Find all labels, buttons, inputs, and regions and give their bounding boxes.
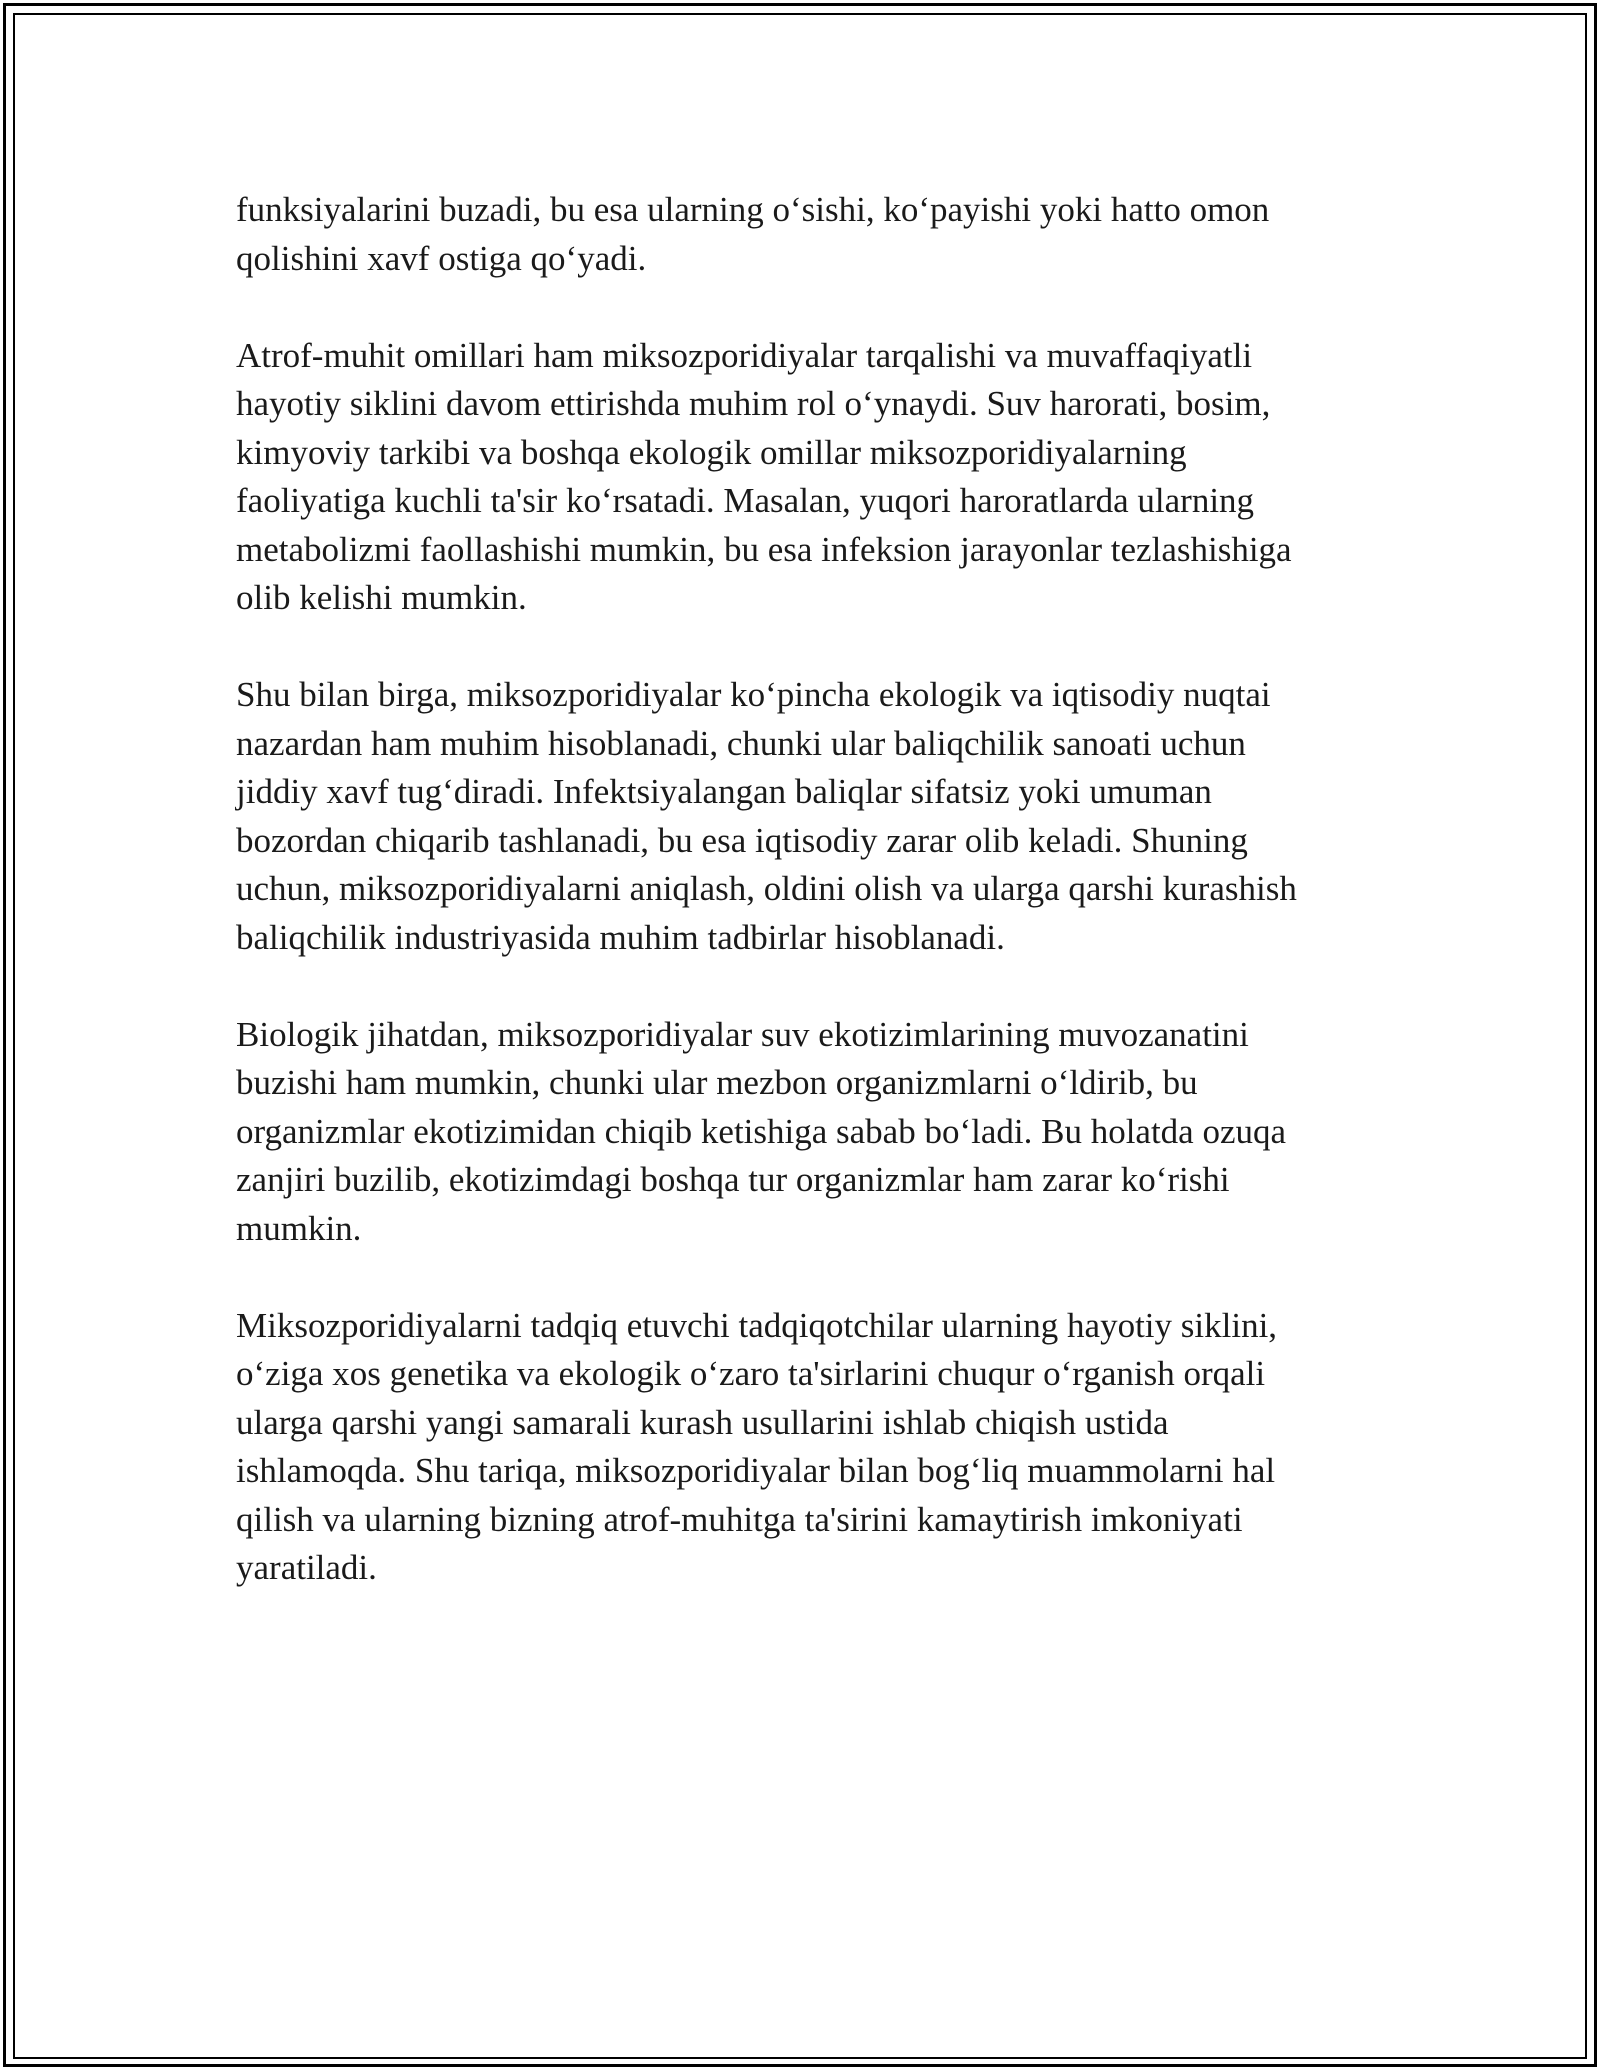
text-line: metabolizmi faollashishi mumkin, bu esa infeksion jarayonlar tezlashishiga xyxy=(236,529,1292,569)
text-line: yaratiladi. xyxy=(236,1548,377,1587)
text-line: funksiyalarini buzadi, bu esa ularning o‘sishi, ko‘payishi yoki hatto omon xyxy=(236,190,1270,229)
text-line: jiddiy xavf tug‘diradi. Infektsiyalangan baliqlar sifatsiz yoki umuman xyxy=(236,772,1212,811)
paragraph-5 xyxy=(236,1302,1366,1593)
text-line: olib kelishi mumkin. xyxy=(236,578,527,617)
text-line: mumkin. xyxy=(236,1208,362,1248)
text-line: Biologik jihatdan, miksozporidiyalar suv ekotizimlarining muvozanatini xyxy=(236,1014,1249,1054)
paragraph-2 xyxy=(236,332,1366,623)
text-line: o‘ziga xos genetika va ekologik o‘zaro ta'sirlarini chuqur o‘rganish orqali xyxy=(236,1354,1266,1393)
text-line: qolishini xavf ostiga qo‘yadi. xyxy=(236,238,647,278)
paragraph-4 xyxy=(236,1011,1366,1254)
text-line: buzishi ham mumkin, chunki ular mezbon organizmlarni o‘ldirib, bu xyxy=(236,1063,1198,1102)
text-line: ularga qarshi yangi samarali kurash usullarini ishlab chiqish ustida xyxy=(236,1402,1169,1442)
text-line: kimyoviy tarkibi va boshqa ekologik omillar miksozporidiyalarning xyxy=(236,432,1187,472)
text-line: organizmlar ekotizimidan chiqib ketishiga sabab bo‘ladi. Bu holatda ozuqa xyxy=(236,1111,1287,1151)
paragraph-1 xyxy=(236,186,1366,283)
text-line: Atrof-muhit omillari ham miksozporidiyalar tarqalishi va muvaffaqiyatli xyxy=(236,335,1253,375)
text-line: Miksozporidiyalarni tadqiq etuvchi tadqiqotchilar ularning hayotiy siklini, xyxy=(236,1305,1278,1345)
text-line: zanjiri buzilib, ekotizimdagi boshqa tur organizmlar ham zarar ko‘rishi xyxy=(236,1160,1230,1199)
text-line: uchun, miksozporidiyalarni aniqlash, oldini olish va ularga qarshi kurashish xyxy=(236,869,1297,908)
document-body xyxy=(236,186,1366,1641)
text-line: qilish va ularning bizning atrof-muhitga ta'sirini kamaytirish imkoniyati xyxy=(236,1499,1243,1539)
text-line: Shu bilan birga, miksozporidiyalar ko‘pincha ekologik va iqtisodiy nuqtai xyxy=(236,675,1271,714)
text-line: hayotiy siklini davom ettirishda muhim rol o‘ynaydi. Suv harorati, bosim, xyxy=(236,384,1271,423)
text-line: nazardan ham muhim hisoblanadi, chunki ular baliqchilik sanoati uchun xyxy=(236,723,1246,763)
text-line: baliqchilik industriyasida muhim tadbirlar hisoblanadi. xyxy=(236,917,1005,957)
text-line: ishlamoqda. Shu tariqa, miksozporidiyalar bilan bog‘liq muammolarni hal xyxy=(236,1451,1276,1490)
text-line: bozordan chiqarib tashlanadi, bu esa iqtisodiy zarar olib keladi. Shuning xyxy=(236,820,1248,860)
paragraph-3 xyxy=(236,671,1366,962)
text-line: faoliyatiga kuchli ta'sir ko‘rsatadi. Masalan, yuqori haroratlarda ularning xyxy=(236,481,1255,520)
